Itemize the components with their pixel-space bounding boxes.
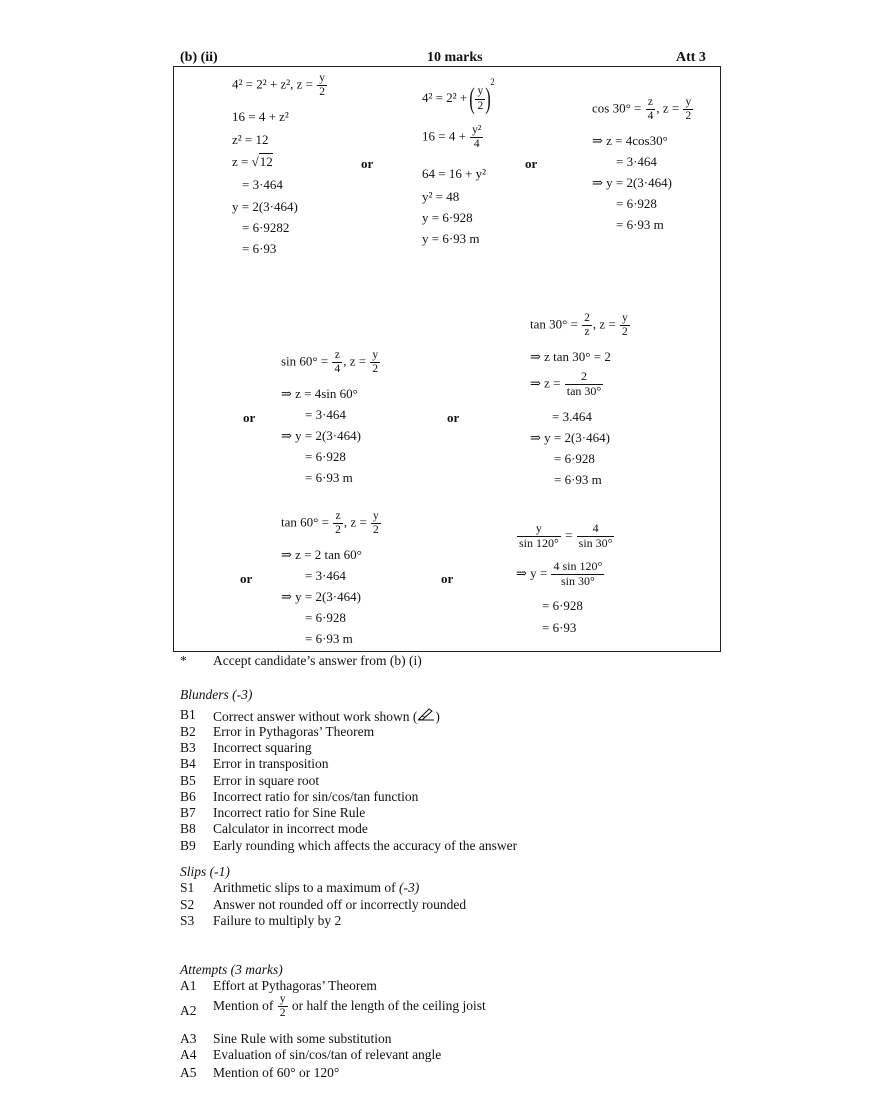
- equation-line: ⇒ z = 2 tan 60°: [281, 547, 362, 562]
- equation-line: ⇒ z = $\frac{2}{\tan 30^\circ}$: [530, 369, 602, 398]
- list-item-text: Error in transposition: [213, 756, 329, 771]
- list-item-text: Error in square root: [213, 773, 320, 788]
- equation-line: ⇒ y = $\frac{4 \sin 120^\circ}{\sin 30^\circ}$: [516, 559, 603, 588]
- attempt-label: Att 3: [676, 50, 706, 65]
- list-item-label: Mention of: [213, 997, 274, 1013]
- equation-line: ⇒ y = 2(3·464): [530, 430, 610, 445]
- list-item-code: A5: [180, 1065, 197, 1080]
- list-item-code: B7: [180, 805, 196, 820]
- equation-line: = 3·464: [616, 154, 657, 169]
- radicand: 12: [259, 154, 273, 169]
- equation-line: = 6·9282: [242, 220, 290, 235]
- or-label: or: [243, 410, 256, 425]
- equation-line: = 6·928: [542, 598, 583, 613]
- equation-line: cos 30° = $\frac{z}{4}$ , z = $\frac{y}{2}$: [592, 96, 692, 123]
- or-label: or: [447, 410, 460, 425]
- list-item-code: B9: [180, 838, 196, 853]
- list-item-text: Calculator in incorrect mode: [213, 821, 368, 836]
- equation-line: = 6·93 m: [305, 631, 353, 646]
- list-item-code: B4: [180, 756, 196, 771]
- list-item-text: Evaluation of sin/cos/tan of relevant angle: [213, 1047, 442, 1062]
- equation-line: = 3·464: [305, 568, 346, 583]
- list-item-text: Answer not rounded off or incorrectly rounded: [213, 897, 467, 912]
- or-label: or: [441, 571, 454, 586]
- list-item-text: [213, 880, 419, 896]
- list-item-text: Effort at Pythagoras’ Theorem: [213, 978, 377, 993]
- list-item-text: Sine Rule with some substitution: [213, 1031, 392, 1046]
- equation-line: = 6·93 m: [305, 470, 353, 485]
- equation-line: = 6·928: [305, 610, 346, 625]
- list-item-label: Arithmetic slips to a maximum of: [213, 880, 399, 895]
- equation-line: = 6·928: [554, 451, 595, 466]
- list-item-text: Early rounding which affects the accuracy of the answer: [213, 838, 518, 853]
- equation-line: = 6·928: [616, 196, 657, 211]
- attempts-title: Attempts (3 marks): [180, 962, 283, 977]
- list-item-tail: (-3): [398, 880, 420, 895]
- equation-line: = 6·93: [242, 241, 277, 256]
- or-label: or: [361, 156, 374, 171]
- list-item-code: B6: [180, 789, 196, 804]
- equation-line: = 3·464: [242, 177, 283, 192]
- equation-line: ⇒ y = 2(3·464): [281, 428, 361, 443]
- equation-part: z =: [232, 154, 252, 169]
- slips-title: Slips (-1): [180, 864, 230, 879]
- list-item-text: Mention of $\frac{y}{2}$ or half the length of the ceiling joist: [213, 993, 486, 1020]
- equation-line: ⇒ y = 2(3·464): [592, 175, 672, 190]
- or-label: or: [240, 571, 253, 586]
- note-star: *: [180, 653, 187, 668]
- list-item-code: A2: [180, 1003, 197, 1018]
- list-item-code: B3: [180, 740, 196, 755]
- equation-line: ⇒ z tan 30° = 2: [530, 349, 611, 364]
- blunders-title: Blunders (-3): [180, 687, 253, 702]
- equation-part: 4² = 2² +: [422, 89, 471, 105]
- equation-line: y = 6·928: [422, 210, 473, 225]
- equation-line: 16 = 4 + z²: [232, 109, 289, 124]
- equation-line: z² = 12: [232, 132, 269, 147]
- list-item-code: A4: [180, 1047, 197, 1062]
- equation-line: y = 6·93 m: [422, 231, 480, 246]
- equation-line: z = √12: [232, 154, 273, 169]
- or-label: or: [525, 156, 538, 171]
- equation-line: = 3·464: [305, 407, 346, 422]
- equation-line: 16 = 4 + $\frac{\text{y²}}{4}$: [422, 124, 482, 151]
- equation-line: = 3.464: [552, 409, 592, 424]
- list-item-code: B8: [180, 821, 196, 836]
- equation-line: 64 = 16 + y²: [422, 166, 487, 181]
- equation-line: ⇒ z = 4cos30°: [592, 133, 668, 148]
- list-item-code: S1: [180, 880, 195, 895]
- pencil-icon: [417, 707, 435, 725]
- equation-line: tan 60° = $\frac{z}{2}$ , z = $\frac{y}{2}$: [281, 510, 379, 537]
- equation-line: 4² = 2² + z², z = $\frac{y}{2}$: [232, 72, 325, 99]
- note-text: Accept candidate’s answer from (b) (i): [213, 653, 422, 668]
- list-item-code: S3: [180, 913, 195, 928]
- equation-line: tan 30° = $\frac{2}{z}$ , z = $\frac{y}{2}$: [530, 312, 628, 339]
- list-item-text: Mention of 60° or 120°: [213, 1065, 340, 1080]
- list-item-code: A3: [180, 1031, 197, 1046]
- equation-line: = 6·928: [305, 449, 346, 464]
- equation-line: y = 2(3·464): [232, 199, 298, 214]
- list-item-code: S2: [180, 897, 195, 912]
- list-item-text: Failure to multiply by 2: [213, 913, 342, 928]
- equation-line: $\frac{y}{\sin 120^\circ}$ = $\frac{4}{\sin 30^\circ}$: [519, 521, 613, 550]
- equation-line: = 6·93 m: [554, 472, 602, 487]
- list-item-label: Correct answer without work shown (: [213, 709, 418, 724]
- equation-line: y² = 48: [422, 189, 460, 204]
- list-item-text: [213, 707, 440, 725]
- list-item-text: Incorrect ratio for sin/cos/tan function: [213, 789, 419, 804]
- marks-label: 10 marks: [427, 50, 483, 65]
- equation-line: = 6·93 m: [616, 217, 664, 232]
- list-item-tail: or half the length of the ceiling joist: [291, 997, 486, 1013]
- list-item-text: Incorrect ratio for Sine Rule: [213, 805, 366, 820]
- part-label: (b) (ii): [180, 50, 218, 65]
- equation-line: 4² = 2² + ( $\frac{y}{2}$ )$^2$: [422, 76, 495, 115]
- list-item-code: B2: [180, 724, 196, 739]
- equation-line: sin 60° = $\frac{z}{4}$ , z = $\frac{y}{2}$: [281, 349, 379, 376]
- equation-line: = 6·93: [542, 620, 577, 635]
- equation-line: ⇒ y = 2(3·464): [281, 589, 361, 604]
- list-item-code: B5: [180, 773, 196, 788]
- list-item-text: Incorrect squaring: [213, 740, 312, 755]
- list-item-code: B1: [180, 707, 196, 722]
- list-item-code: A1: [180, 978, 197, 993]
- list-item-text: Error in Pythagoras’ Theorem: [213, 724, 375, 739]
- list-item-tail: ): [435, 709, 440, 724]
- equation-line: ⇒ z = 4sin 60°: [281, 386, 358, 401]
